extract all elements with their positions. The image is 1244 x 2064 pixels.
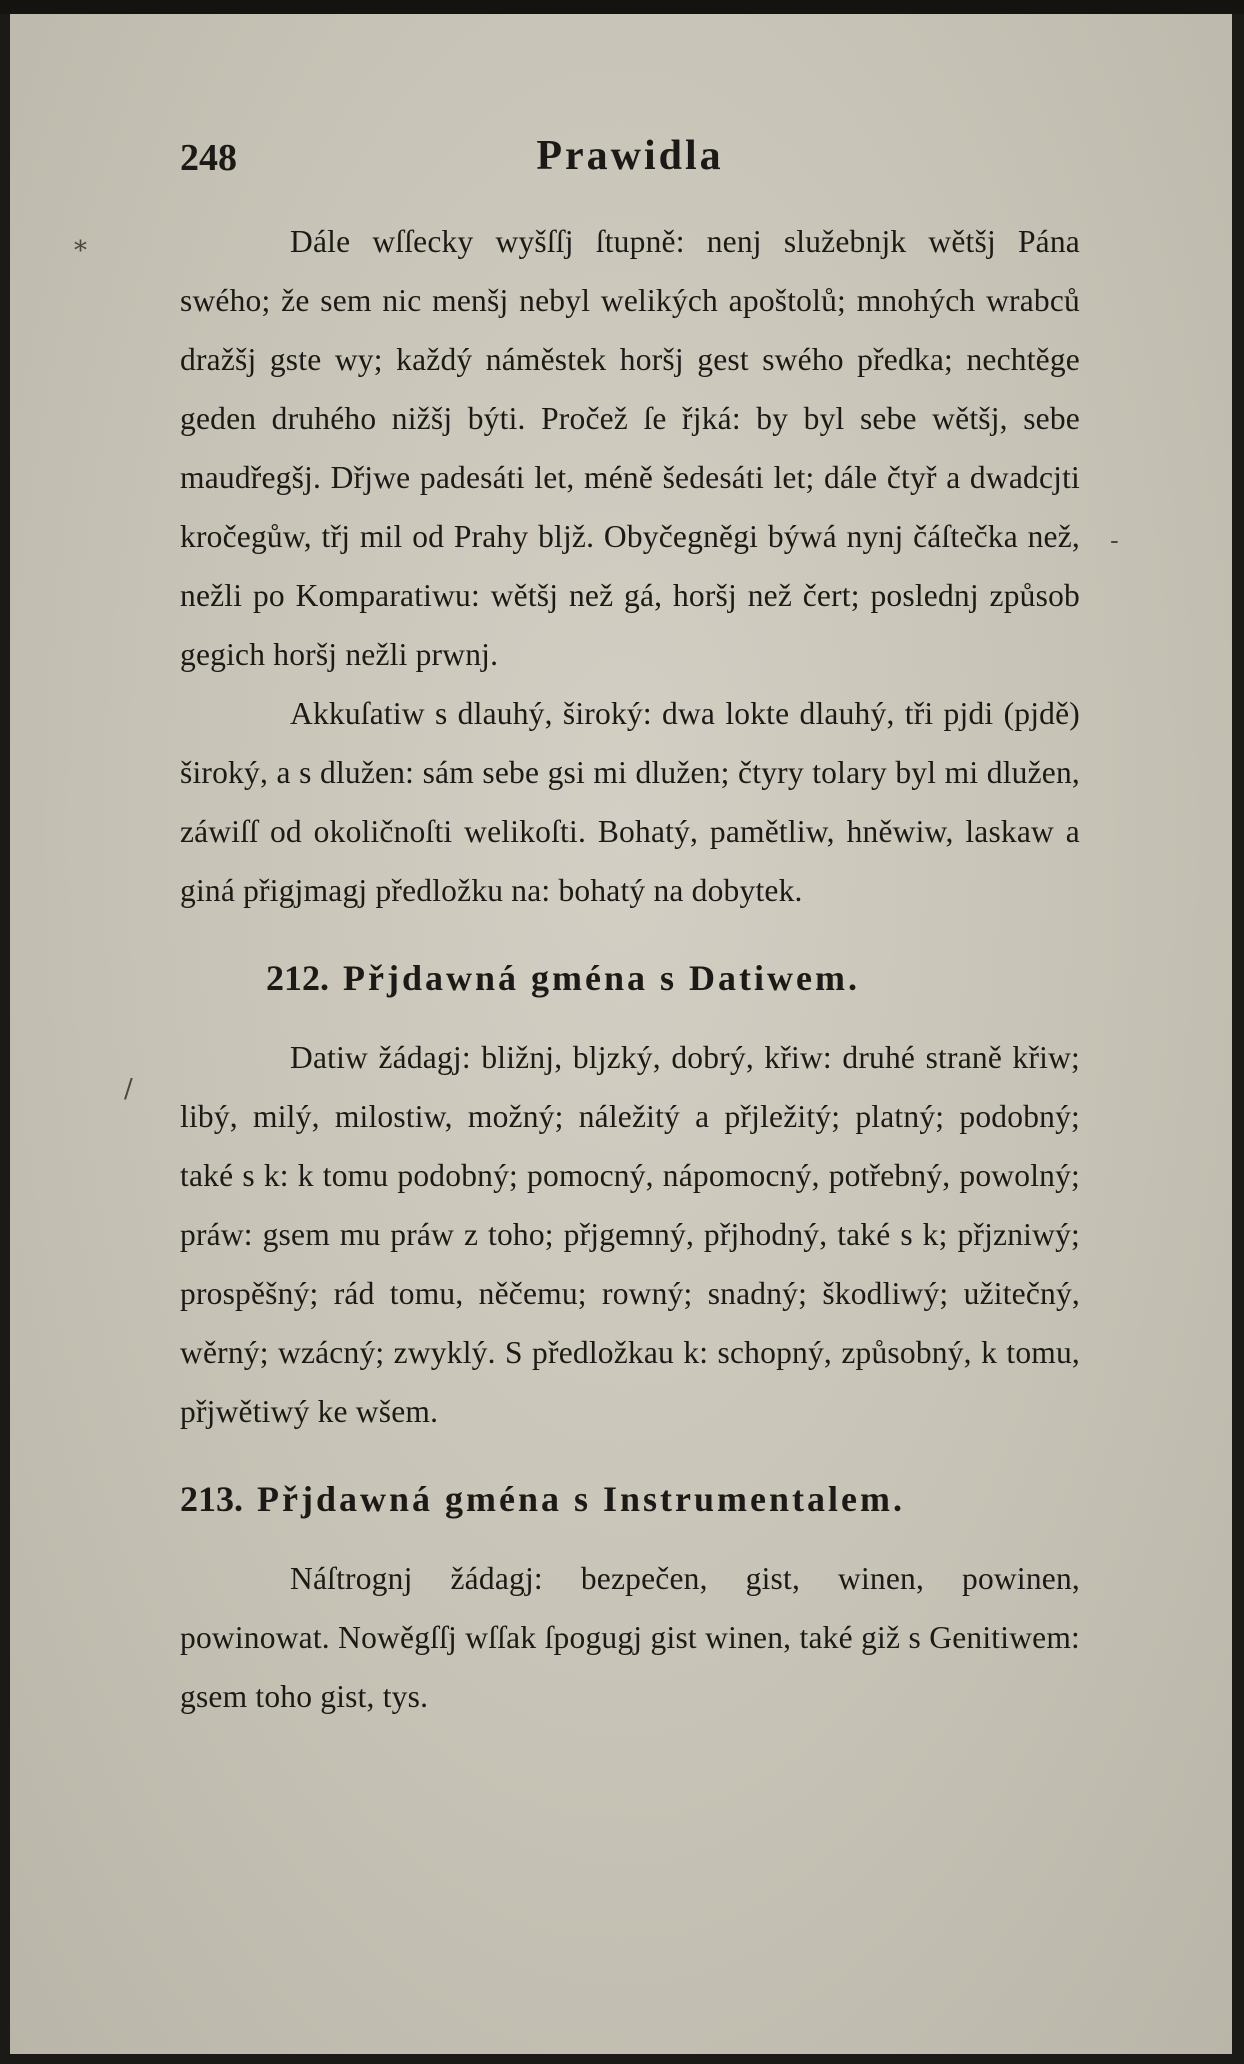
section-title: Přjdawná gména s Datiwem. — [343, 958, 860, 998]
paragraph-3: Datiw žádagj: bližnj, bljzký, dobrý, křiw: druhé straně křiw; libý, milý, milostiw, možný; náležitý a přjležitý; platný; podobný; také s k: k tomu podobný; pomocný, nápomocný, potřebný, powolný; práw: gsem mu práw z toho; přjgemný, přjhodný, také s k; přjzniwý; prospěšný; rád tomu, něčemu; rowný; snadný; škodliwý; užitečný, wěrný; wzácný; zwyklý. S předložkau k: schopný, způsobný, k tomu, přjwětiwý ke wšem. — [180, 1040, 1080, 1429]
ink-speck: * — [74, 236, 87, 266]
paragraph-4: Náſtrognj žádagj: bezpečen, gist, winen, powinen, powinowat. Nowěgſſj wſſak ſpogugj gist winen, také giž s Genitiwem: gsem toho gist, tys. — [180, 1561, 1080, 1714]
section-title: Přjdawná gména s Instrumentalem. — [257, 1479, 905, 1519]
running-title: Prawidla — [536, 133, 724, 179]
page-number: 248 — [180, 137, 237, 179]
page-text — [180, 128, 1080, 1726]
section-number: 212. — [266, 958, 329, 998]
section-heading-213 — [180, 1471, 1080, 1527]
paragraph-2: Akkuſatiw s dlauhý, široký: dwa lokte dlauhý, tři pjdi (pjdě) široký, a s dlužen: sám sebe gsi mi dlužen; čtyry tolary byl mi dlužen, záwiſſ od okoličnoſti welikoſti. Bohatý, pamětliw, hněwiw, laskaw a giná přigjmagj předložku na: bohatý na dobytek. — [180, 696, 1080, 908]
ink-speck: - — [1110, 526, 1119, 556]
ink-speck: / — [124, 1074, 133, 1104]
paragraph-1: Dále wſſecky wyšſſj ſtupně: nenj služebnjk wětšj Pána swého; že sem nic menšj nebyl welikých apoštolů; mnohých wrabců dražšj gste wy; každý náměstek horšj gest swého předka; nechtěge geden druhého nižšj býti. Pročež ſe řjká: by byl sebe wětšj, sebe maudřegšj. Dřjwe padesáti let, méně šedesáti let; dále čtyř a dwadcjti kročegůw, třj mil od Prahy bljž. Obyčegněgi býwá nynj čáſtečka než, nežli po Komparatiwu: wětšj než gá, horšj než čert; poslednj způsob gegich horšj nežli prwnj. — [180, 224, 1080, 672]
section-heading-212 — [180, 950, 1080, 1006]
running-head — [180, 128, 1080, 188]
scan-top-edge — [0, 0, 1244, 14]
section-number: 213. — [180, 1479, 243, 1519]
